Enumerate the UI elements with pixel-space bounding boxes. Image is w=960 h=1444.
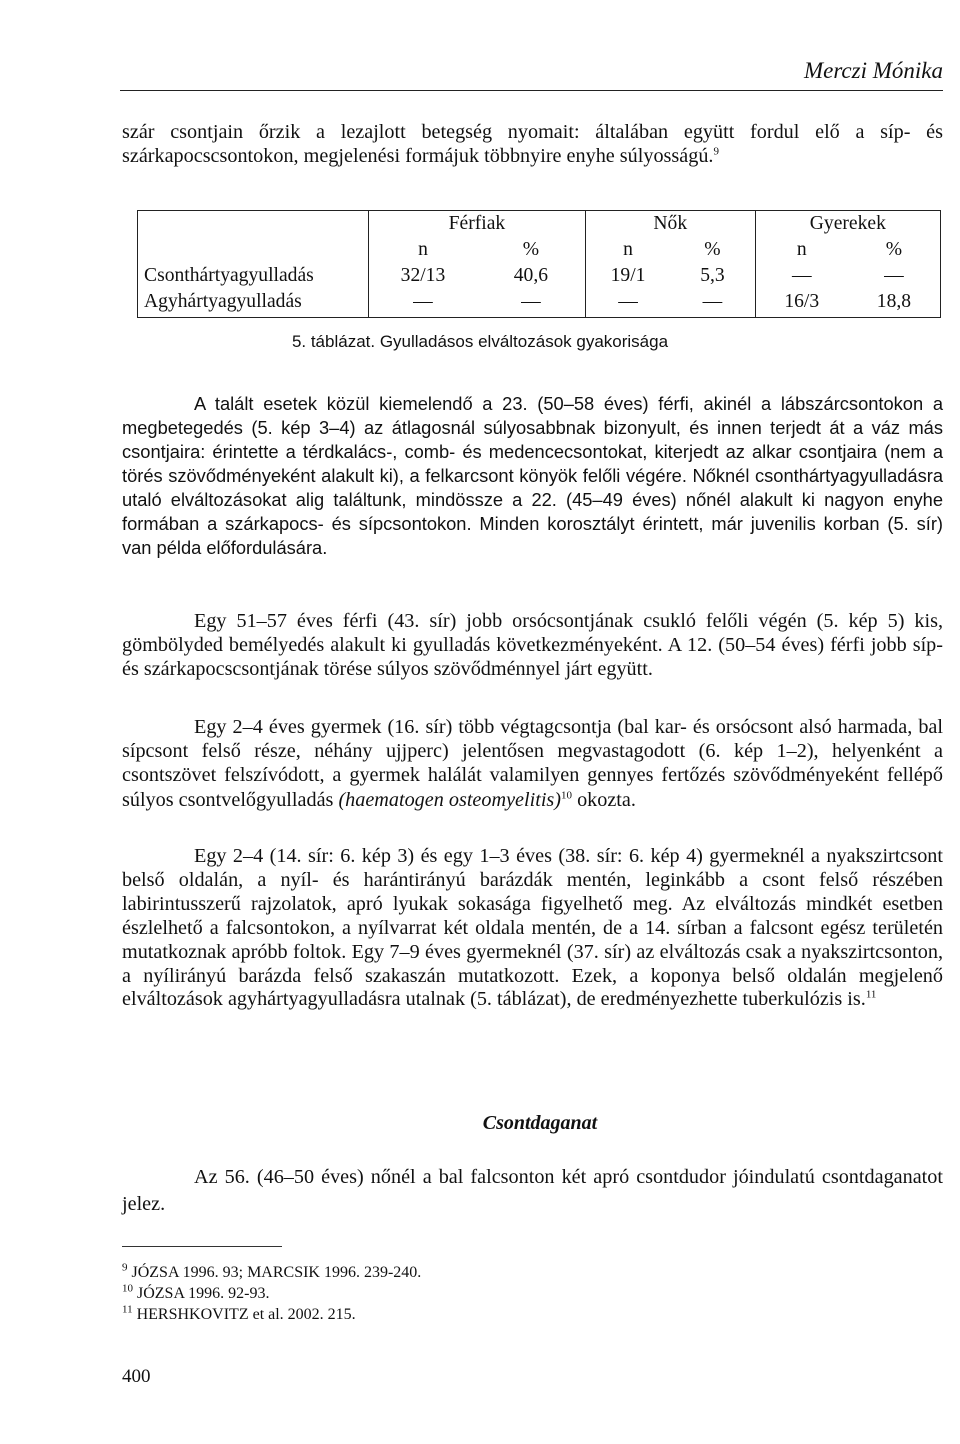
sub-header-pct: % <box>885 239 903 260</box>
table-cell: 18,8 <box>876 291 912 312</box>
table-cell: — <box>413 291 433 312</box>
paragraph-4-text: Egy 2–4 (14. sír: 6. kép 3) és egy 1–3 éves (38. sír: 6. kép 4) gyermeknél a nyakszirtcsont belső oldalán, a nyíl- és harántirányú barázdák mentén, leginkább a csont felső részében labirintusszerű rajzolatok, apró lyukak sokasága figyelhető meg. Az elváltozás mindkét esetben észlelhető a falcsontokon, a nyílvarrat két oldala mentén, de a 14. sírban a falcsont egész területén mutatkoznak apróbb foltok. Egy 7–9 éves gyermeknél (37. sír) az elváltozás csak a nyakszirtcsonton, a nyílirányú barázda felső szakaszán mutatkozott. Ezek, a koponya belső oldalán megjelenő elváltozások agyhártyagyulladásra utalnak (5. táblázat), de eredményezhette tuberkulózis is. <box>122 845 943 1011</box>
footnote-number: 11 <box>122 1303 133 1316</box>
group-header: Gyerekek <box>809 213 886 234</box>
table-cell: 40,6 <box>513 265 549 286</box>
footnotes <box>122 1262 421 1325</box>
table-cell: — <box>884 265 904 286</box>
footnote <box>122 1304 421 1325</box>
footnote-text: HERSHKOVITZ et al. 2002. 215. <box>136 1306 356 1323</box>
paragraph-2: Egy 51–57 éves férfi (43. sír) jobb orsócsontjának csukló felőli végén (5. kép 5) kis, gömbölyded bemélyedés alakult ki gyulladás következményeként. A 12. (50–54 éves) férfi jobb síp- és szárkapocscsontjának törése súlyos szövődménnyel járt együtt. <box>122 610 943 680</box>
sub-header-pct: % <box>704 239 721 260</box>
page-number: 400 <box>122 1366 151 1387</box>
footnote-text: JÓZSA 1996. 92-93. <box>137 1285 270 1302</box>
group-header: Nők <box>653 213 688 234</box>
table-cell: 16/3 <box>784 291 820 312</box>
intro-paragraph <box>122 121 943 169</box>
footnote-ref-11: 11 <box>865 988 877 1001</box>
footnote-number: 10 <box>122 1282 133 1295</box>
paragraph-3-italic: (haematogen osteomyelitis) <box>338 788 562 811</box>
sub-header-n: n <box>796 239 807 260</box>
header-author: Merczi Mónika <box>803 58 943 83</box>
group-nok <box>585 211 755 318</box>
sub-header-pct: % <box>522 239 540 260</box>
footnote-divider <box>122 1246 282 1247</box>
row-label: Csonthártyagyulladás <box>144 265 314 286</box>
paragraph-3-text: Egy 2–4 éves gyermek (16. sír) több végtagcsontja (bal kar- és orsócsont alsó harmada, bal sípcsont felső része, néhány ujjperc) jelentősen megvastagodott (6. kép 1–2), helyenként a csontszövet felszívódott, a gyermek halálát valamilyen gennyes fertőzés szövődményeként fellépő súlyos csontvelőgyulladás <box>122 716 943 811</box>
paragraph-3-end: okozta. <box>572 788 636 811</box>
sub-header-n: n <box>623 239 633 260</box>
footnote-number: 9 <box>122 1261 128 1274</box>
paragraph-4 <box>122 845 943 1012</box>
group-header: Férfiak <box>448 213 506 234</box>
row-label: Agyhártyagyulladás <box>144 291 302 312</box>
table-caption: 5. táblázat. Gyulladásos elváltozások gyakorisága <box>291 332 669 351</box>
footnote-ref-9: 9 <box>713 145 719 158</box>
table-cell: 19/1 <box>610 265 646 286</box>
table-cell: — <box>618 291 638 312</box>
intro-text: szár csontjain őrzik a lezajlott betegség nyomait: általában együtt fordul elő a síp- és szárkapocscsontokon, megjelenési formájuk többnyire enyhe súlyosságú. <box>122 121 943 167</box>
paragraph-1: A talált esetek közül kiemelendő a 23. (50–58 éves) férfi, akinél a lábszárcsontokon a megbetegedés (5. kép 3–4) az átlagosnál súlyosabbnak bizonyult, és innen terjedt át a váz más csontjaira: érintette a térdkalács-, comb- és medencecsontokat, kiterjedt az alkar csontjaira (nem a törés szövődményeként alakult ki), a felkarcsont könyök felőli végére. Nőknél csonthártyagyulladásra utaló elváltozásokat alig találtunk, mindössze a 22. (45–49 éves) nőnél alakult ki nagyon enyhe formában a szárkapocs- és sípcsontokon. Minden korosztályt érintett, már juvenilis korban (5. sír) van példa előfordulására. <box>122 393 943 558</box>
table-cell: 5,3 <box>700 265 725 286</box>
group-ferfiak <box>369 211 586 318</box>
running-header <box>120 56 943 91</box>
group-gyerekek <box>755 211 940 318</box>
footnote <box>122 1283 421 1304</box>
footnote-text: JÓZSA 1996. 93; MARCSIK 1996. 239-240. <box>131 1264 422 1281</box>
footnote-ref-10: 10 <box>561 788 573 801</box>
sub-header-n: n <box>418 239 428 260</box>
table-label-column <box>138 211 369 318</box>
table-cell: — <box>702 291 723 312</box>
section-paragraph: Az 56. (46–50 éves) nőnél a bal falcsonton két apró csontdudor jóindulatú csontdaganatot jelez. <box>122 1166 943 1215</box>
section-title: Csontdaganat <box>482 1112 598 1134</box>
inflammation-table <box>137 210 941 318</box>
paragraph-3 <box>122 715 943 812</box>
footnote <box>122 1262 421 1283</box>
table-cell: — <box>791 265 812 286</box>
table-cell: — <box>521 291 541 312</box>
table-cell: 32/13 <box>400 265 446 286</box>
